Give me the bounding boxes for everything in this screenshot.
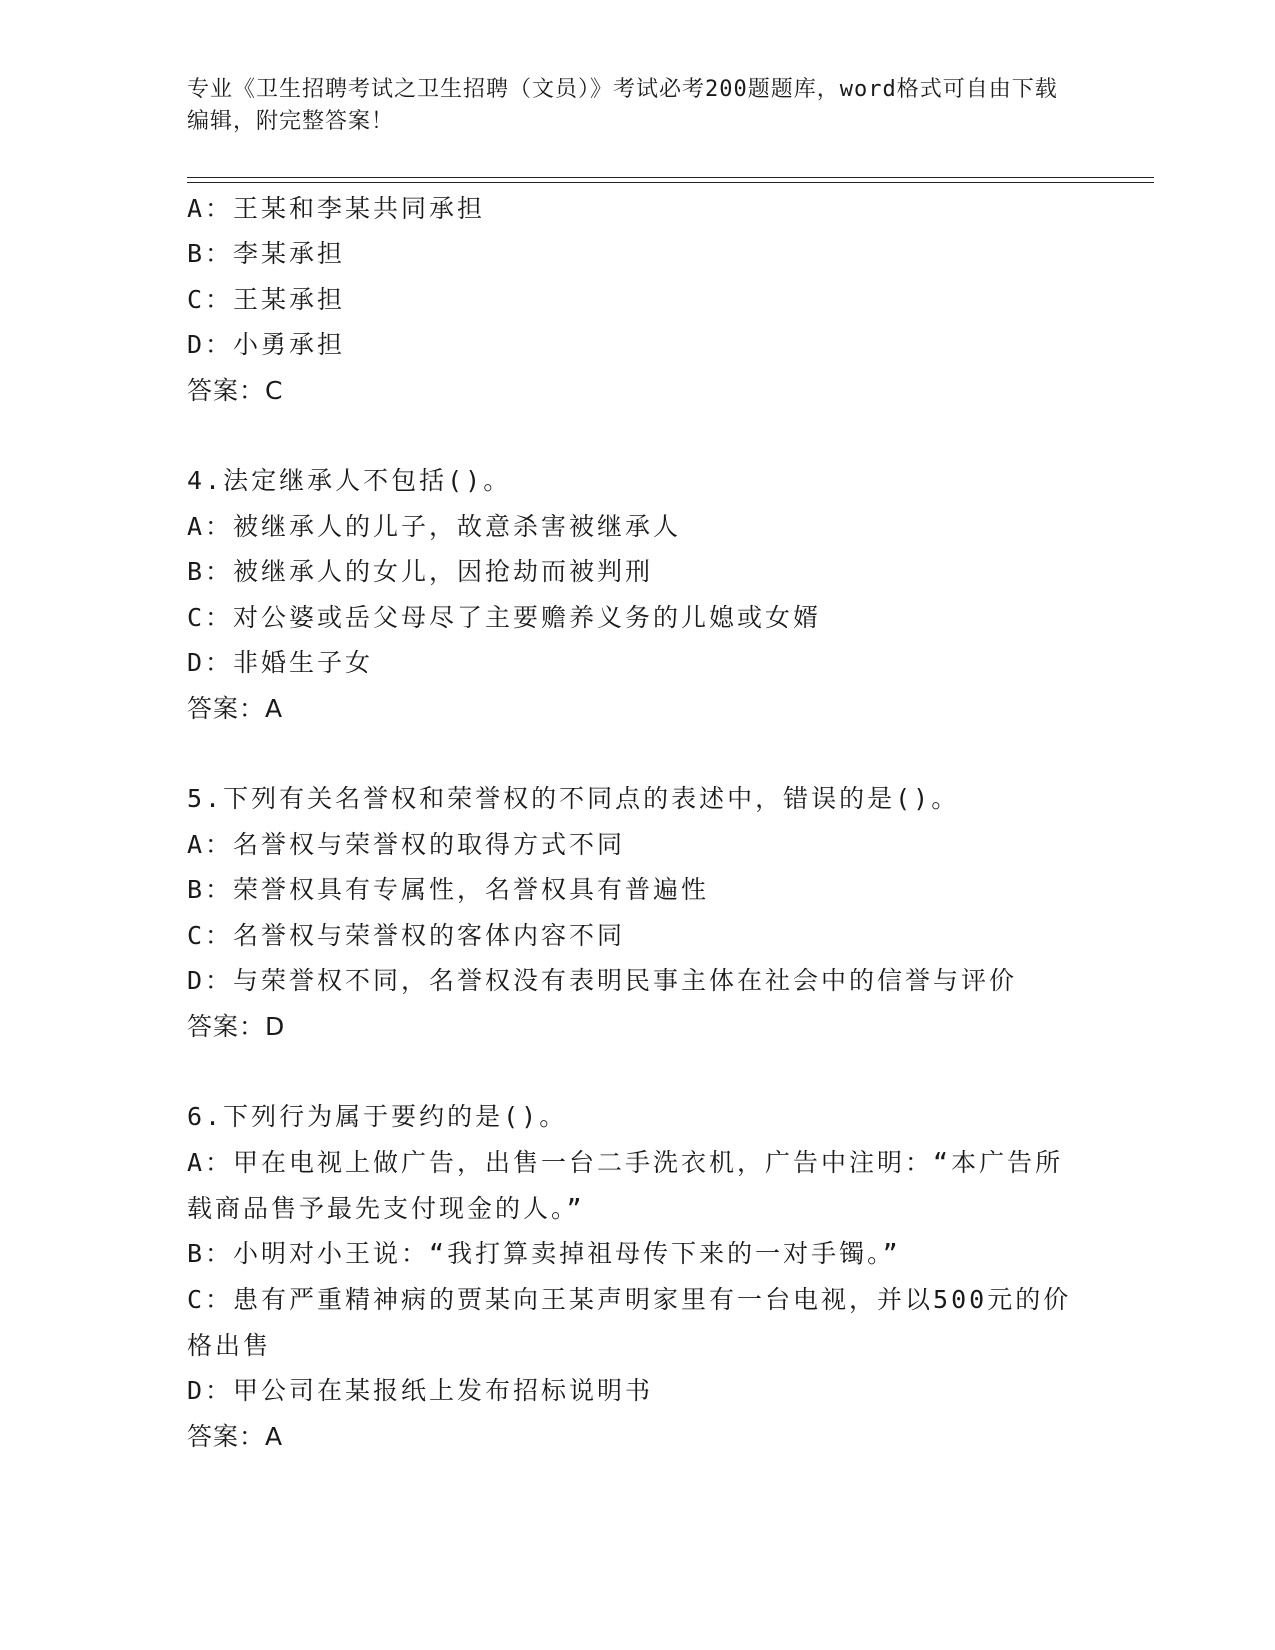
q3-option-a: A：王某和李某共同承担	[187, 194, 486, 223]
q6-option-b: B：小明对小王说：“我打算卖掉祖母传下来的一对手镯。”	[187, 1239, 901, 1268]
q6-answer: 答案：A	[187, 1422, 284, 1451]
q5-option-c: C：名誉权与荣誉权的客体内容不同	[187, 921, 626, 950]
q3-option-d: D：小勇承担	[187, 330, 346, 359]
q6-option-c: C：患有严重精神病的贾某向王某声明家里有一台电视，并以500元的价格出售	[187, 1285, 1072, 1360]
q3-answer: 答案：C	[187, 376, 284, 405]
header-divider-bottom	[187, 182, 1154, 183]
q6-question: 6.下列行为属于要约的是()。	[187, 1102, 568, 1131]
q4-option-b: B：被继承人的女儿，因抢劫而被判刑	[187, 557, 654, 586]
q4-option-d: D：非婚生子女	[187, 648, 374, 677]
q3-option-c: C：王某承担	[187, 285, 346, 314]
q4-question: 4.法定继承人不包括()。	[187, 466, 512, 495]
q5-option-d: D：与荣誉权不同，名誉权没有表明民事主体在社会中的信誉与评价	[187, 966, 1018, 995]
q5-option-b: B：荣誉权具有专属性，名誉权具有普遍性	[187, 875, 710, 904]
header-divider-top	[187, 177, 1154, 178]
q5-question: 5.下列有关名誉权和荣誉权的不同点的表述中，错误的是()。	[187, 784, 960, 813]
q4-option-a: A：被继承人的儿子，故意杀害被继承人	[187, 512, 682, 541]
document-header: 专业《卫生招聘考试之卫生招聘（文员）》考试必考200题题库，word格式可自由下载编辑，附完整答案！	[187, 77, 1058, 134]
q5-answer: 答案：D	[187, 1012, 286, 1041]
q5-option-a: A：名誉权与荣誉权的取得方式不同	[187, 830, 626, 859]
q3-option-b: B：李某承担	[187, 239, 346, 268]
q6-option-d: D：甲公司在某报纸上发布招标说明书	[187, 1376, 654, 1405]
q4-answer: 答案：A	[187, 694, 284, 723]
q6-option-a: A：甲在电视上做广告，出售一台二手洗衣机，广告中注明：“本广告所载商品售予最先支付现金的人。”	[187, 1148, 1064, 1223]
q4-option-c: C：对公婆或岳父母尽了主要赡养义务的儿媳或女婿	[187, 603, 822, 632]
